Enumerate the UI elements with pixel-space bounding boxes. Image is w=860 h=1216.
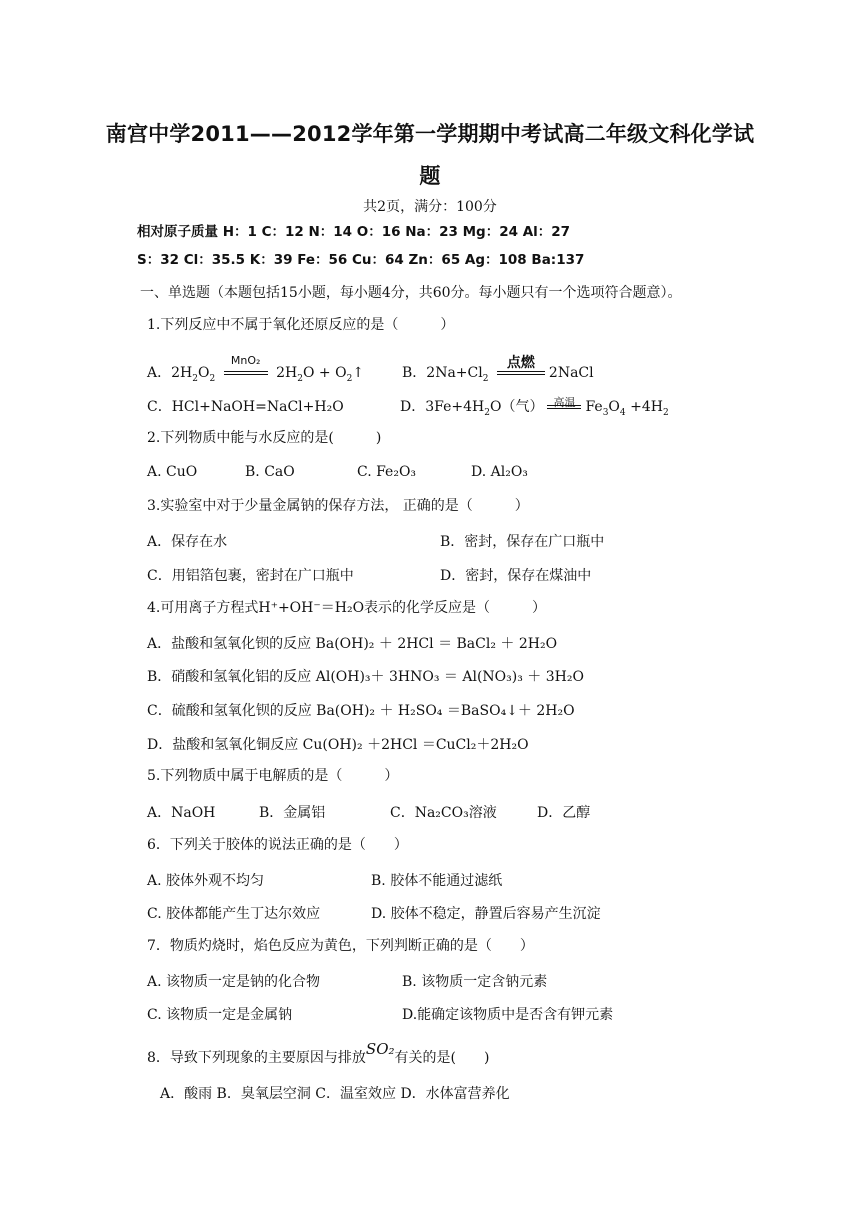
question-7-option-c: C. 该物质一定是金属钠: [147, 1007, 293, 1023]
question-2-option-b: B. CaO: [245, 464, 295, 480]
question-7-option-d: D.能确定该物质中是否含有钾元素: [402, 1007, 614, 1023]
question-8-options: A．酸雨 B．臭氧层空洞 C．温室效应 D．水体富营养化: [160, 1086, 510, 1102]
question-4-stem: 4.可用离子方程式H⁺+OH⁻＝H₂O表示的化学反应是（ ）: [147, 600, 547, 616]
question-1-option-d: D．$3Fe+4H_2O$（气） 高温 $Fe_3O_4 +4H_2$: [400, 396, 669, 418]
exam-title-line1: 南宫中学2011——2012学年第一学期期中考试高二年级文科化学试: [105, 122, 755, 146]
question-2-option-d: D. Al₂O₃: [471, 464, 528, 480]
question-4-option-d: D．盐酸和氢氧化铜反应 Cu(OH)₂ ＋2HCl ＝CuCl₂＋2H₂O: [147, 737, 529, 753]
question-2-stem: 2.下列物质中能与水反应的是( ): [147, 430, 382, 446]
question-3-option-c: C．用铝箔包裹，密封在广口瓶中: [147, 568, 354, 584]
question-5-stem: 5.下列物质中属于电解质的是（ ）: [147, 768, 399, 784]
question-3-option-a: A．保存在水: [147, 534, 228, 550]
atomic-mass-line1: 相对原子质量 H：1 C：12 N：14 O：16 Na：23 Mg：24 Al：27: [137, 224, 571, 240]
question-1-stem: 1.下列反应中不属于氧化还原反应的是（ ）: [147, 317, 455, 333]
question-6-option-a: A. 胶体外观不均匀: [147, 873, 265, 889]
question-1-option-b: B．$2Na+Cl_2$ 点燃 2NaCl: [402, 362, 594, 384]
question-6-option-c: C. 胶体都能产生丁达尔效应: [147, 906, 321, 922]
reaction-condition-catalyst: MnO₂: [230, 354, 261, 367]
question-3-option-d: D．密封，保存在煤油中: [440, 568, 592, 584]
question-3-option-b: B．密封，保存在广口瓶中: [440, 534, 605, 550]
question-2-option-a: A. CuO: [147, 464, 198, 480]
question-1-option-c: C．HCl+NaOH=NaCl+H₂O: [147, 399, 344, 415]
question-5-option-c: C．Na₂CO₃溶液: [390, 805, 497, 821]
question-6-option-d: D. 胶体不稳定，静置后容易产生沉淀: [371, 906, 601, 922]
question-7-stem: 7．物质灼烧时，焰色反应为黄色，下列判断正确的是（ ）: [147, 938, 534, 954]
question-4-option-b: B．硝酸和氢氧化铝的反应 Al(OH)₃＋ 3HNO₃ ＝ Al(NO₃)₃ ＋ 3H₂O: [147, 669, 584, 685]
question-3-stem: 3.实验室中对于少量金属钠的保存方法， 正确的是（ ）: [147, 498, 529, 514]
question-2-option-c: C. Fe₂O₃: [357, 464, 417, 480]
question-6-stem: 6．下列关于胶体的说法正确的是（ ）: [147, 837, 408, 853]
reaction-condition-ignite: 点燃: [506, 355, 535, 371]
question-8-stem: 8．导致下列现象的主要原因与排放SO₂有关的是( ): [147, 1040, 490, 1066]
question-4-option-a: A．盐酸和氢氧化钡的反应 Ba(OH)₂ ＋ 2HCl ＝ BaCl₂ ＋ 2H₂O: [147, 636, 558, 652]
exam-info: 共2页，满分：100分: [363, 199, 497, 215]
question-7-option-b: B. 该物质一定含钠元素: [402, 974, 548, 990]
question-5-option-d: D．乙醇: [537, 805, 591, 821]
question-7-option-a: A. 该物质一定是钠的化合物: [147, 974, 321, 990]
so2-formula: SO₂: [365, 1040, 395, 1058]
section-heading: 一、单选题（本题包括15小题，每小题4分，共60分。每小题只有一个选项符合题意）。: [140, 285, 682, 301]
question-4-option-c: C．硫酸和氢氧化钡的反应 Ba(OH)₂ ＋ H₂SO₄ ＝BaSO₄↓＋ 2H₂O: [147, 703, 575, 719]
exam-title-line2: 题: [419, 164, 441, 188]
question-5-option-b: B．金属铝: [259, 805, 326, 821]
atomic-mass-line2: S：32 Cl：35.5 K：39 Fe：56 Cu：64 Zn：65 Ag：108 Ba:137: [137, 252, 585, 268]
reaction-condition-high-temp: 高温: [547, 394, 581, 410]
question-5-option-a: A．NaOH: [147, 805, 216, 821]
question-6-option-b: B. 胶体不能通过滤纸: [371, 873, 503, 889]
question-1-option-a: A．$2H_2O_2$ MnO₂ $2H_2O$ + $O_2↑$: [147, 354, 365, 384]
